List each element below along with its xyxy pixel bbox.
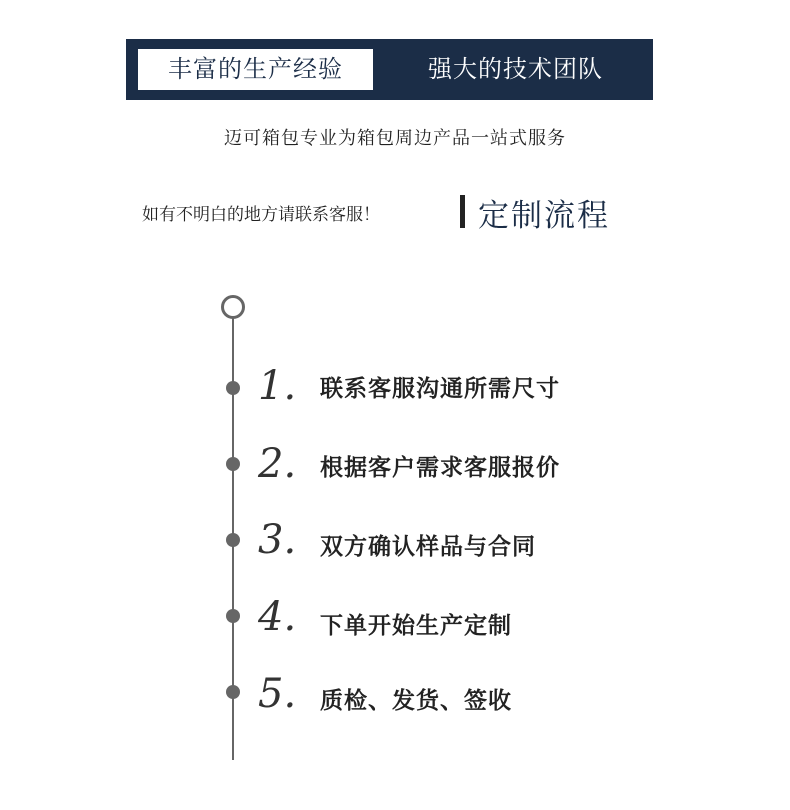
help-text: 如有不明白的地方请联系客服！ [142, 205, 380, 225]
timeline-start-circle-icon [221, 295, 245, 319]
banner-right-label: 强大的技术团队 [428, 55, 603, 83]
section-title: 定制流程 [478, 198, 610, 234]
timeline-dot-icon [226, 609, 240, 623]
step-number: 2. [258, 441, 297, 487]
step-text: 下单开始生产定制 [320, 613, 512, 639]
step-text: 双方确认样品与合同 [320, 534, 536, 560]
banner-left-label: 丰富的生产经验 [138, 49, 373, 90]
header-banner [126, 39, 653, 100]
step-text: 质检、发货、签收 [320, 688, 512, 714]
timeline-dot-icon [226, 381, 240, 395]
timeline-dot-icon [226, 533, 240, 547]
step-text: 联系客服沟通所需尺寸 [320, 376, 560, 402]
step-number: 3. [258, 517, 297, 563]
timeline-dot-icon [226, 457, 240, 471]
timeline-dot-icon [226, 685, 240, 699]
help-row [140, 190, 660, 234]
step-number: 5. [258, 671, 297, 717]
tagline: 迈可箱包专业为箱包周边产品一站式服务 [224, 128, 566, 149]
step-number: 4. [258, 594, 297, 640]
step-number: 1. [258, 363, 297, 409]
divider-bar [460, 195, 465, 228]
step-text: 根据客户需求客服报价 [320, 455, 560, 481]
